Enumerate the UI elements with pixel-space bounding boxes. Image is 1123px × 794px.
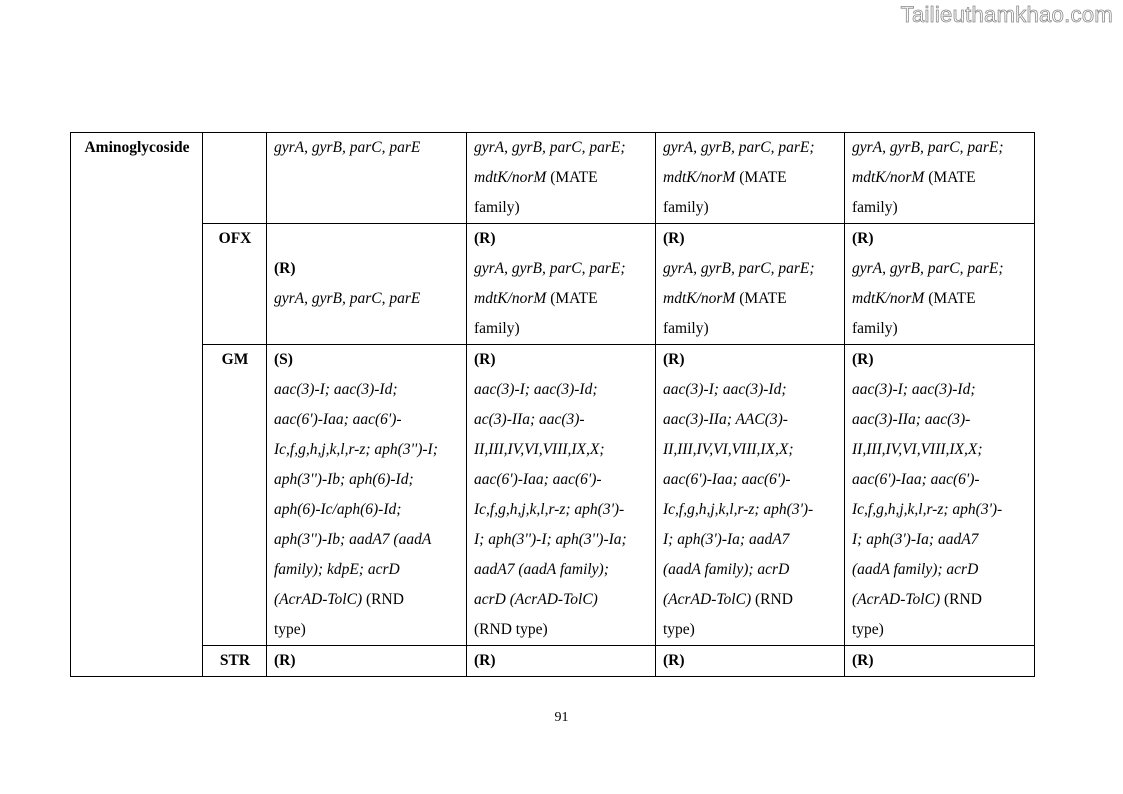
cell-text: gyrA, gyrB, parC, parE <box>274 290 421 307</box>
cell-text: aac(6')-Iaa; aac(6')- <box>852 471 980 488</box>
watermark: Tailieuthamkhao.com <box>900 2 1113 27</box>
gene-cell <box>656 224 845 345</box>
gene-cell <box>267 345 467 646</box>
cell-text: aac(3)-I; aac(3)-Id; <box>474 381 598 398</box>
cell-text: type) <box>663 621 695 638</box>
cell-text: gyrA, gyrB, parC, parE; <box>663 139 815 156</box>
cell-text: (MATE <box>546 169 598 186</box>
cell-text: family); kdpE; acrD <box>274 561 400 578</box>
cell-text: family) <box>663 199 709 216</box>
cell-text: II,III,IV,VI,VIII,IX,X; <box>663 441 794 458</box>
cell-text: acrD (AcrAD-TolC) <box>474 591 598 608</box>
cell-text: I; aph(3')-Ia; aadA7 <box>663 531 790 548</box>
cell-text: gyrA, gyrB, parC, parE; <box>663 260 815 277</box>
cell-text: (RND <box>940 591 982 608</box>
table-row <box>71 224 1035 345</box>
gene-cell <box>845 224 1035 345</box>
cell-text: II,III,IV,VI,VIII,IX,X; <box>852 441 983 458</box>
cell-text: (RND <box>751 591 793 608</box>
drug-cell <box>203 646 267 677</box>
cell-text: (R) <box>274 652 296 669</box>
gene-cell <box>845 646 1035 677</box>
cell-text: I; aph(3'')-I; aph(3'')-Ia; <box>474 531 627 548</box>
cell-text: aac(6')-Iaa; aac(6')- <box>274 411 402 428</box>
cell-text: (AcrAD-TolC) <box>852 591 941 608</box>
drug-class-cell <box>71 133 203 677</box>
cell-text: (R) <box>852 351 874 368</box>
cell-text: Ic,f,g,h,j,k,l,r-z; aph(3'')-I; <box>274 441 438 458</box>
cell-text: aph(3'')-Ib; aph(6)-Id; <box>274 471 414 488</box>
cell-text: (MATE <box>546 290 598 307</box>
cell-text: family) <box>474 199 520 216</box>
cell-text: II,III,IV,VI,VIII,IX,X; <box>474 441 605 458</box>
cell-text: mdtK/norM <box>852 169 925 186</box>
cell-text: type) <box>852 621 884 638</box>
drug-label: GM <box>221 351 249 368</box>
cell-text: (R) <box>852 230 874 247</box>
cell-text: (AcrAD-TolC) <box>274 591 363 608</box>
cell-text: aac(3)-I; aac(3)-Id; <box>663 381 787 398</box>
cell-text: (RND <box>362 591 404 608</box>
cell-text: family) <box>663 320 709 337</box>
cell-text: (MATE <box>924 290 976 307</box>
cell-text: aph(6)-Ic/aph(6)-Id; <box>274 501 402 518</box>
gene-cell <box>656 345 845 646</box>
cell-text: aac(6')-Iaa; aac(6')- <box>474 471 602 488</box>
cell-text: (R) <box>663 230 685 247</box>
cell-text: aac(6')-Iaa; aac(6')- <box>663 471 791 488</box>
cell-text: (S) <box>274 351 293 368</box>
cell-text: Ic,f,g,h,j,k,l,r-z; aph(3')- <box>474 501 625 518</box>
gene-cell <box>467 646 656 677</box>
cell-text: mdtK/norM <box>663 169 736 186</box>
gene-cell <box>467 133 656 224</box>
gene-cell <box>656 646 845 677</box>
gene-cell <box>267 133 467 224</box>
drug-cell <box>203 224 267 345</box>
cell-text: (R) <box>474 652 496 669</box>
cell-text: gyrA, gyrB, parC, parE; <box>474 260 626 277</box>
cell-text: Ic,f,g,h,j,k,l,r-z; aph(3')- <box>852 501 1003 518</box>
cell-text: I; aph(3')-Ia; aadA7 <box>852 531 979 548</box>
cell-text: aadA7 (aadA family); <box>474 561 609 578</box>
cell-text: gyrA, gyrB, parC, parE; <box>852 260 1004 277</box>
cell-text: (R) <box>474 230 496 247</box>
gene-cell <box>467 224 656 345</box>
cell-text: mdtK/norM <box>852 290 925 307</box>
gene-cell <box>845 133 1035 224</box>
cell-text: type) <box>274 621 306 638</box>
drug-cell <box>203 345 267 646</box>
cell-text: Ic,f,g,h,j,k,l,r-z; aph(3')- <box>663 501 814 518</box>
cell-text: mdtK/norM <box>663 290 736 307</box>
page-number: 91 <box>554 710 569 725</box>
cell-text: (MATE <box>735 169 787 186</box>
table-row <box>71 646 1035 677</box>
cell-text: gyrA, gyrB, parC, parE; <box>852 139 1004 156</box>
cell-text: (RND type) <box>474 621 548 638</box>
cell-text: ac(3)-IIa; aac(3)- <box>474 411 585 428</box>
cell-text: (MATE <box>735 290 787 307</box>
table-row <box>71 345 1035 646</box>
cell-text: (R) <box>474 351 496 368</box>
cell-text: aac(3)-I; aac(3)-Id; <box>274 381 398 398</box>
drug-label: STR <box>219 652 251 669</box>
gene-cell <box>267 646 467 677</box>
cell-text: (R) <box>663 351 685 368</box>
cell-text: (aadA family); acrD <box>663 561 790 578</box>
cell-text: aph(3'')-Ib; aadA7 (aadA <box>274 531 432 548</box>
cell-text: aac(3)-IIa; AAC(3)- <box>663 411 788 428</box>
drug-class-label: Aminoglycoside <box>84 139 190 156</box>
cell-text: (AcrAD-TolC) <box>663 591 752 608</box>
cell-text: gyrA, gyrB, parC, parE; <box>474 139 626 156</box>
cell-text: (aadA family); acrD <box>852 561 979 578</box>
cell-text: family) <box>852 199 898 216</box>
drug-label: OFX <box>218 230 252 247</box>
resistance-table <box>70 132 1035 677</box>
gene-cell <box>467 345 656 646</box>
table-row <box>71 133 1035 224</box>
cell-text: gyrA, gyrB, parC, parE <box>274 139 421 156</box>
gene-cell <box>845 345 1035 646</box>
cell-text: family) <box>852 320 898 337</box>
cell-text: aac(3)-I; aac(3)-Id; <box>852 381 976 398</box>
gene-cell <box>267 224 467 345</box>
cell-text: aac(3)-IIa; aac(3)- <box>852 411 971 428</box>
drug-cell <box>203 133 267 224</box>
cell-text: family) <box>474 320 520 337</box>
gene-cell <box>656 133 845 224</box>
cell-text: (R) <box>852 652 874 669</box>
cell-text: mdtK/norM <box>474 169 547 186</box>
cell-text: (R) <box>274 260 296 277</box>
cell-text: (MATE <box>924 169 976 186</box>
cell-text: (R) <box>663 652 685 669</box>
cell-text: mdtK/norM <box>474 290 547 307</box>
